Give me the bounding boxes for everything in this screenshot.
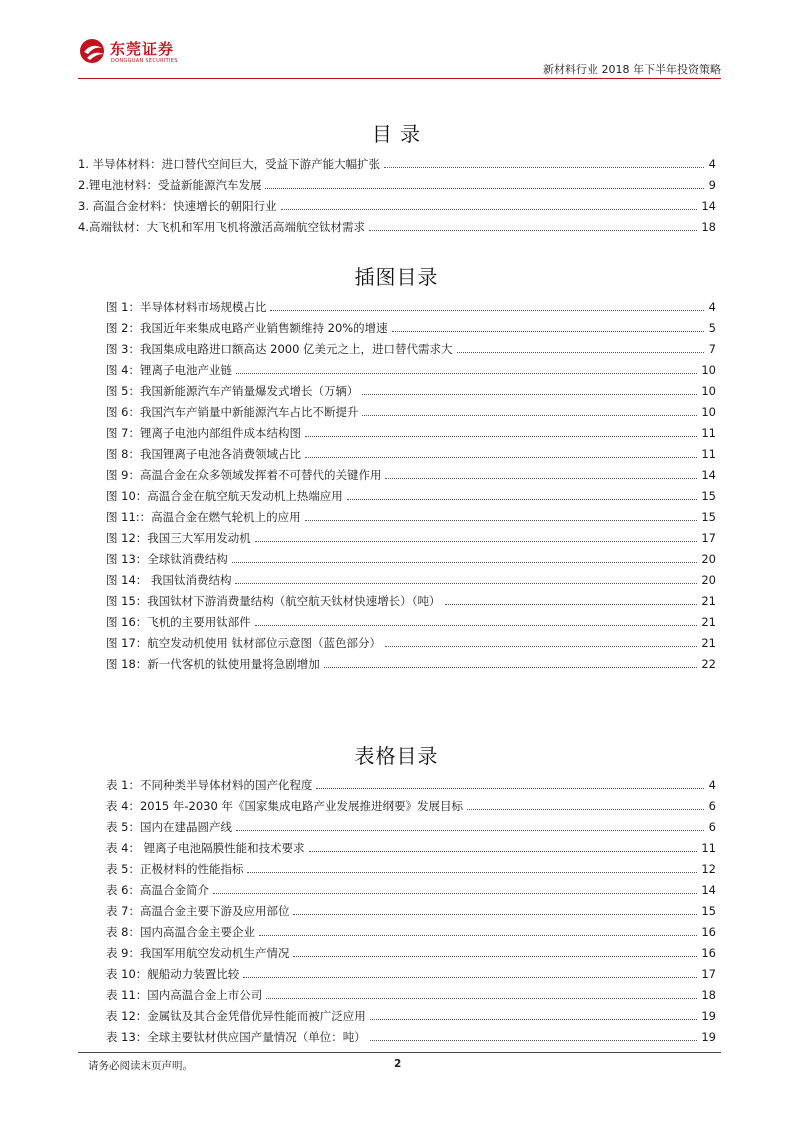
toc-entry-label: 4.高端钛材：大飞机和军用飞机将激活高端航空钛材需求 (78, 220, 365, 234)
toc-entry-label: 表 4： 锂离子电池隔膜性能和技术要求 (106, 841, 305, 855)
toc-entry-label: 图 14： 我国钛消费结构 (106, 573, 232, 587)
logo-mark-icon (78, 36, 108, 66)
toc-entry-page: 17 (701, 531, 716, 545)
footer-divider (78, 1052, 721, 1053)
dot-leader (259, 934, 697, 936)
dot-leader (236, 829, 704, 831)
toc-entry-label: 图 1：半导体材料市场规模占比 (106, 300, 267, 314)
toc-entry[interactable] (106, 356, 716, 377)
toc-entry-page: 22 (701, 657, 716, 671)
toc-entry-page: 21 (701, 594, 716, 608)
toc-entry-page: 16 (701, 946, 716, 960)
dot-leader (236, 372, 697, 374)
company-logo (78, 36, 198, 76)
dot-leader (235, 582, 697, 584)
toc-entry[interactable] (78, 171, 716, 192)
toc-entry-label: 图 8：我国锂离子电池各消费领域占比 (106, 447, 301, 461)
dot-leader (385, 645, 697, 647)
logo-text-en: DONGGUAN SECURITIES (111, 58, 178, 64)
toc-entry-page: 6 (708, 820, 716, 834)
toc-entry[interactable] (78, 150, 716, 171)
toc-entry-page: 11 (701, 447, 716, 461)
toc-entry[interactable] (106, 876, 716, 897)
toc-entry-page: 6 (708, 799, 716, 813)
dot-leader (392, 330, 704, 332)
toc-entry[interactable] (106, 377, 716, 398)
toc-entry-label: 2.锂电池材料：受益新能源汽车发展 (78, 178, 262, 192)
toc-entry-label: 图 16：飞机的主要用钛部件 (106, 615, 251, 629)
toc-entry[interactable] (106, 587, 716, 608)
toc-entry-label: 表 7：高温合金主要下游及应用部位 (106, 904, 290, 918)
dot-leader (281, 208, 698, 210)
toc-entry[interactable] (106, 503, 716, 524)
toc-entry[interactable] (106, 398, 716, 419)
toc-entry-page: 10 (701, 384, 716, 398)
toc-entry[interactable] (106, 855, 716, 876)
footer-disclaimer: 请务必阅读末页声明。 (88, 1060, 193, 1072)
toc-entry-page: 16 (701, 925, 716, 939)
dot-leader (324, 666, 698, 668)
toc-entry-page: 21 (701, 615, 716, 629)
toc-entry[interactable] (106, 1023, 716, 1044)
toc-entry-label: 图 5：我国新能源汽车产销量爆发式增长（万辆） (106, 384, 359, 398)
toc-entry[interactable] (106, 792, 716, 813)
toc-entry-page: 14 (701, 199, 716, 213)
toc-entry-label: 表 12：金属钛及其合金凭借优异性能而被广泛应用 (106, 1009, 366, 1023)
dot-leader (266, 997, 697, 999)
toc-entry[interactable] (106, 461, 716, 482)
toc-entry[interactable] (106, 566, 716, 587)
toc-entry-page: 5 (708, 321, 716, 335)
toc-entry-page: 15 (701, 904, 716, 918)
toc-entry-label: 表 5：正极材料的性能指标 (106, 862, 244, 876)
toc-entry[interactable] (106, 440, 716, 461)
toc-entry-label: 图 9：高温合金在众多领域发挥着不可替代的关键作用 (106, 468, 382, 482)
toc-entry-page: 11 (701, 426, 716, 440)
dot-leader (213, 892, 697, 894)
toc-entry[interactable] (106, 419, 716, 440)
toc-entry[interactable] (106, 545, 716, 566)
toc-entry-label: 表 9：我国军用航空发动机生产情况 (106, 946, 290, 960)
toc-entry-label: 表 10：舰船动力装置比较 (106, 967, 240, 981)
tables-list (106, 771, 716, 1044)
toc-entry-label: 图 11:：高温合金在燃气轮机上的应用 (106, 510, 301, 524)
toc-entry-label: 图 2：我国近年来集成电路产业销售额维持 20%的增速 (106, 321, 388, 335)
toc-entry-page: 15 (701, 510, 716, 524)
dot-leader (305, 435, 697, 437)
toc-entry[interactable] (106, 650, 716, 671)
toc-entry-page: 20 (701, 573, 716, 587)
toc-entry[interactable] (106, 629, 716, 650)
toc-entry-label: 图 12：我国三大军用发动机 (106, 531, 251, 545)
toc-entry[interactable] (106, 960, 716, 981)
toc-entry-label: 表 5：国内在建晶圆产线 (106, 820, 232, 834)
toc-entry-label: 1. 半导体材料：进口替代空间巨大，受益下游产能大幅扩张 (78, 157, 381, 171)
dot-leader (369, 229, 697, 231)
figures-title: 插图目录 (354, 265, 439, 289)
toc-entry-page: 7 (708, 342, 716, 356)
report-title: 新材料行业 2018 年下半年投资策略 (543, 63, 721, 76)
logo-text-cn: 东莞证券 (110, 40, 175, 58)
toc-entry-page: 12 (701, 862, 716, 876)
toc-entry-label: 表 8：国内高温合金主要企业 (106, 925, 255, 939)
toc-entry[interactable] (106, 981, 716, 1002)
page-number: 2 (394, 1058, 402, 1070)
toc-entry-label: 图 4：锂离子电池产业链 (106, 363, 232, 377)
dot-leader (293, 955, 697, 957)
toc-entry-label: 图 15：我国钛材下游消费量结构（航空航天钛材快速增长）（吨） (106, 594, 441, 608)
toc-entry-page: 4 (708, 300, 716, 314)
toc-entry-label: 表 4：2015 年-2030 年《国家集成电路产业发展推进纲要》发展目标 (106, 799, 463, 813)
toc-entry-page: 18 (701, 988, 716, 1002)
dot-leader (370, 1018, 698, 1020)
toc-entry[interactable] (106, 897, 716, 918)
dot-leader (270, 309, 704, 311)
toc-entry-label: 图 18：新一代客机的钛使用量将急剧增加 (106, 657, 320, 671)
toc-entry[interactable] (106, 834, 716, 855)
toc-entry-page: 15 (701, 489, 716, 503)
dot-leader (370, 1039, 698, 1041)
toc-entry[interactable] (106, 293, 716, 314)
dot-leader (309, 850, 698, 852)
toc-entry-page: 10 (701, 363, 716, 377)
toc-title: 目 录 (371, 122, 422, 146)
toc-entry[interactable] (106, 813, 716, 834)
toc-entry-label: 图 6：我国汽车产销量中新能源汽车占比不断提升 (106, 405, 359, 419)
toc-entry[interactable] (106, 524, 716, 545)
toc-entry-label: 图 17：航空发动机使用 钛材部位示意图（蓝色部分） (106, 636, 381, 650)
toc-entry[interactable] (106, 918, 716, 939)
toc-entry-page: 10 (701, 405, 716, 419)
toc-entry-label: 表 13：全球主要钛材供应国产量情况（单位：吨） (106, 1030, 366, 1044)
toc-entry-page: 4 (708, 157, 716, 171)
dot-leader (243, 976, 697, 978)
toc-entry[interactable] (106, 1002, 716, 1023)
dot-leader (384, 166, 704, 168)
toc-list (78, 150, 716, 234)
toc-entry-label: 图 13：全球钛消费结构 (106, 552, 228, 566)
dot-leader (362, 414, 697, 416)
toc-entry[interactable] (78, 213, 716, 234)
toc-entry-page: 19 (701, 1009, 716, 1023)
dot-leader (305, 519, 698, 521)
toc-entry-page: 4 (708, 778, 716, 792)
figures-list (106, 293, 716, 671)
toc-entry-page: 21 (701, 636, 716, 650)
toc-entry[interactable] (106, 482, 716, 503)
header-divider (78, 78, 721, 79)
toc-entry-page: 14 (701, 468, 716, 482)
toc-entry-label: 表 1：不同种类半导体材料的国产化程度 (106, 778, 313, 792)
toc-entry[interactable] (106, 314, 716, 335)
toc-entry-label: 表 11：国内高温合金上市公司 (106, 988, 263, 1002)
toc-entry-label: 图 10：高温合金在航空航天发动机上热端应用 (106, 489, 343, 503)
dot-leader (265, 187, 704, 189)
dot-leader (232, 561, 698, 563)
toc-entry-page: 20 (701, 552, 716, 566)
dot-leader (467, 808, 704, 810)
toc-entry-page: 19 (701, 1030, 716, 1044)
toc-entry-label: 图 7：锂离子电池内部组件成本结构图 (106, 426, 301, 440)
toc-entry[interactable] (78, 192, 716, 213)
dot-leader (293, 913, 697, 915)
dot-leader (255, 540, 698, 542)
dot-leader (316, 787, 704, 789)
toc-entry-page: 17 (701, 967, 716, 981)
dot-leader (305, 456, 697, 458)
tables-title: 表格目录 (354, 744, 439, 768)
dot-leader (247, 871, 697, 873)
toc-entry-label: 图 3：我国集成电路进口额高达 2000 亿美元之上，进口替代需求大 (106, 342, 453, 356)
toc-entry[interactable] (106, 608, 716, 629)
dot-leader (457, 351, 704, 353)
toc-entry[interactable] (106, 939, 716, 960)
toc-entry-page: 14 (701, 883, 716, 897)
toc-entry-label: 3. 高温合金材料：快速增长的朝阳行业 (78, 199, 277, 213)
dot-leader (362, 393, 697, 395)
dot-leader (385, 477, 697, 479)
toc-entry-label: 表 6：高温合金简介 (106, 883, 209, 897)
dot-leader (255, 624, 698, 626)
toc-entry[interactable] (106, 335, 716, 356)
toc-entry-page: 9 (708, 178, 716, 192)
toc-entry-page: 11 (701, 841, 716, 855)
toc-entry[interactable] (106, 771, 716, 792)
dot-leader (445, 603, 698, 605)
dot-leader (347, 498, 698, 500)
page-header (78, 28, 721, 74)
toc-entry-page: 18 (701, 220, 716, 234)
